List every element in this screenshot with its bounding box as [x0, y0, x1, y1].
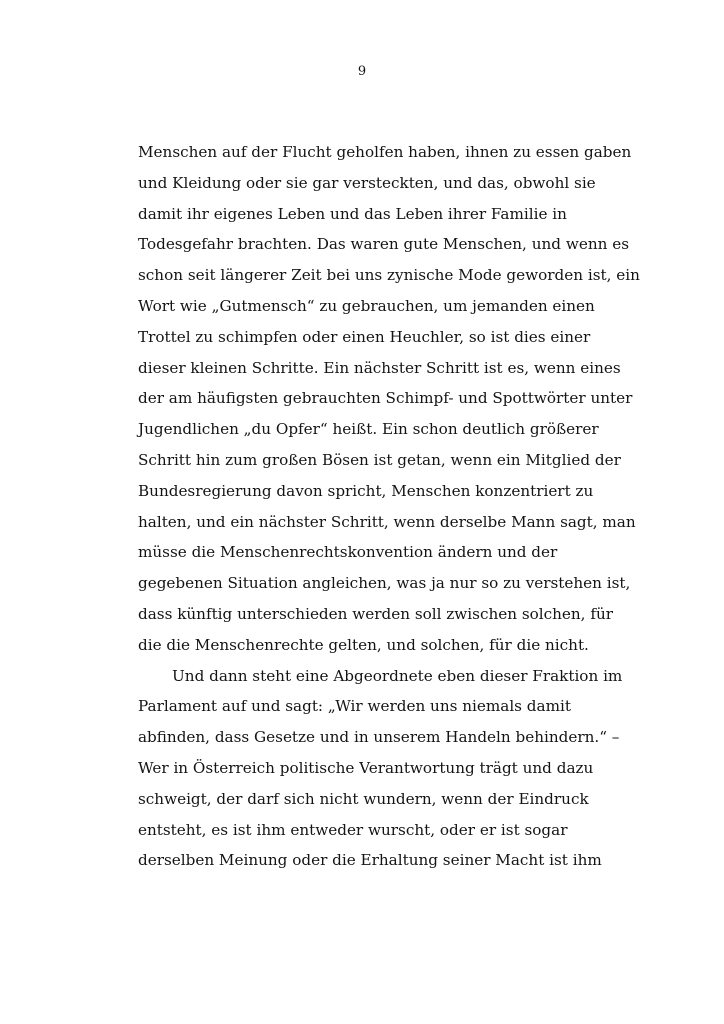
text-line: Todesgefahr brachten. Das waren gute Menschen, und wenn es	[138, 235, 629, 254]
text-line: der am häufigsten gebrauchten Schimpf- und Spottwörter unter	[138, 389, 633, 408]
text-line: Wer in Österreich politische Verantwortung trägt und dazu	[138, 758, 594, 777]
page-number: 9	[357, 64, 367, 79]
text-line: gegebenen Situation angleichen, was ja nur so zu verstehen ist,	[138, 574, 631, 593]
text-line: Menschen auf der Flucht geholfen haben, ihnen zu essen gaben	[138, 143, 632, 161]
text-line: schon seit längerer Zeit bei uns zynische Mode geworden ist, ein	[138, 266, 640, 285]
text-line: entsteht, es ist ihm entweder wurscht, oder er ist sogar	[138, 820, 568, 839]
text-line: Jugendlichen „du Opfer“ heißt. Ein schon deutlich größerer	[138, 420, 599, 439]
text-line: Trottel zu schimpfen oder einen Heuchler, so ist dies einer	[138, 327, 591, 346]
text-line: und Kleidung oder sie gar versteckten, und das, obwohl sie	[138, 173, 596, 192]
text-line: derselben Meinung oder die Erhaltung seiner Macht ist ihm	[138, 851, 602, 870]
text-line: Wort wie „Gutmensch“ zu gebrauchen, um jemanden einen	[138, 296, 595, 315]
text-line: abfinden, dass Gesetze und in unserem Handeln behindern.“ –	[138, 728, 620, 747]
text-line: Schritt hin zum großen Bösen ist getan, wenn ein Mitglied der	[138, 450, 621, 469]
text-line: Parlament auf und sagt: „Wir werden uns niemals damit	[138, 697, 571, 716]
text-line: dieser kleinen Schritte. Ein nächster Schritt ist es, wenn eines	[138, 358, 621, 377]
text-line: damit ihr eigenes Leben und das Leben ihrer Familie in	[138, 204, 567, 223]
text-line: müsse die Menschenrechtskonvention ändern und der	[138, 543, 558, 562]
text-line: dass künftig unterschieden werden soll zwischen solchen, für	[138, 604, 614, 623]
text-line: halten, und ein nächster Schritt, wenn derselbe Mann sagt, man	[138, 512, 636, 531]
body-text	[138, 137, 658, 876]
text-line: schweigt, der darf sich nicht wundern, wenn der Eindruck	[138, 789, 589, 808]
paragraph-first-line: Und dann steht eine Abgeordnete eben dieser Fraktion im	[172, 666, 623, 685]
text-line: die die Menschenrechte gelten, und solchen, für die nicht.	[138, 635, 589, 654]
text-line: Bundesregierung davon spricht, Menschen konzentriert zu	[138, 481, 594, 500]
